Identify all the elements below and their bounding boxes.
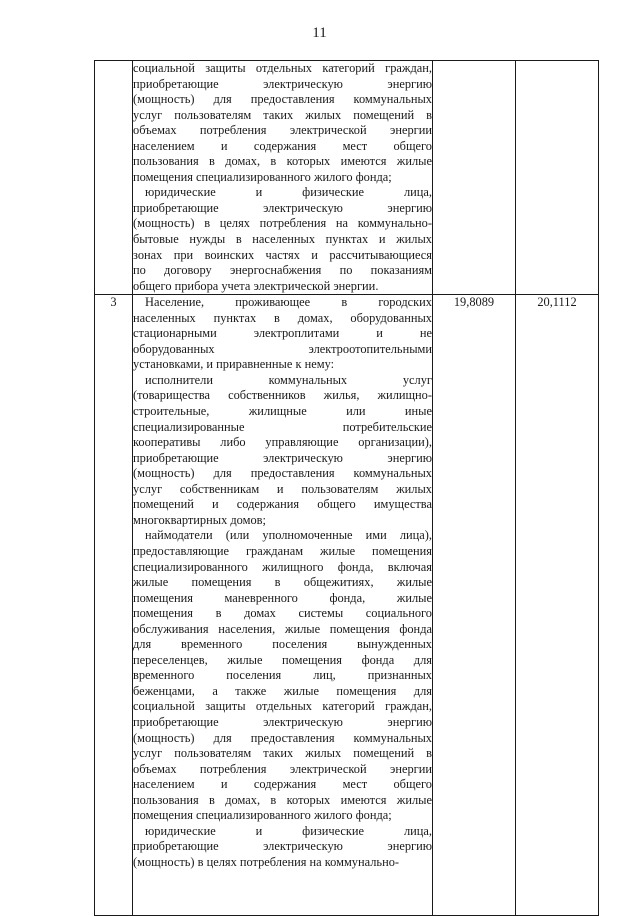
text-line: приобретающие электрическую энергию (133, 200, 432, 215)
text-line: (мощность) для предоставления коммунальных (133, 730, 432, 745)
text-line: юридические и физические лица, (145, 185, 432, 200)
text-line: населением и содержания мест общего (133, 777, 432, 792)
text-line: (мощность) для предоставления коммунальных (133, 92, 432, 107)
text-line: (мощность) в целях потребления на коммунально- (133, 854, 400, 869)
value-cell-1: 19,8089 (433, 295, 516, 916)
text-line: (мощность) в целях потребления на коммунально- (133, 216, 432, 231)
text-line: бытовые нужды в населенных пунктах и жилых (133, 232, 432, 247)
paragraph (133, 528, 432, 823)
text-line: помещения маневренного фонда, жилые (133, 590, 432, 605)
text-line: помещения в домах системы социального (133, 606, 432, 621)
value-cell-2 (516, 61, 599, 295)
value-cell-2: 20,1112 (516, 295, 599, 916)
text-line: Население, проживающее в городских (145, 295, 432, 310)
text-line: социальной защиты отдельных категорий граждан, (133, 61, 432, 75)
text-line: специализированные потребительские (133, 419, 432, 434)
text-line: приобретающие электрическую энергию (133, 839, 432, 854)
text-line: (товарищества собственников жилья, жилищно- (133, 388, 432, 403)
paragraph (133, 185, 432, 294)
category-description-text (133, 61, 432, 294)
text-line: предоставляющие гражданам жилые помещения (133, 543, 432, 558)
text-line: общего прибора учета электрической энергии. (133, 278, 379, 293)
text-line: для временного поселения вынужденных (133, 637, 432, 652)
text-line: объемах потребления электрической энергии (133, 761, 432, 776)
text-line: переселенцев, жилые помещения фонда для (133, 652, 432, 667)
text-line: помещения специализированного жилого фонда; (133, 808, 392, 823)
text-line: услуг пользователям таких жилых помещений в (133, 107, 432, 122)
table-row (95, 61, 599, 295)
paragraph (133, 824, 432, 871)
text-line: оборудованных электроотопительными (133, 341, 432, 356)
text-line: жилые помещения в общежитиях, жилые (133, 575, 432, 590)
text-line: социальной защиты отдельных категорий граждан, (133, 699, 432, 714)
paragraph (133, 61, 432, 185)
row-number-cell: 3 (95, 295, 133, 916)
text-line: установками, и приравненные к нему: (133, 357, 335, 372)
text-line: населением и содержания мест общего (133, 138, 432, 153)
text-line: объемах потребления электрической энергии (133, 123, 432, 138)
text-line: пользования в домах, в которых имеются жилые (133, 792, 432, 807)
text-line: приобретающие электрическую энергию (133, 450, 432, 465)
text-line: специализированного жилищного фонда, включая (133, 559, 432, 574)
text-line: услуг собственникам и пользователям жилых (133, 481, 432, 496)
paragraph (133, 295, 432, 373)
text-line: беженцами, а также жилые помещения для (133, 683, 432, 698)
table-row (95, 295, 599, 916)
text-line: многоквартирных домов; (133, 512, 266, 527)
text-line: обслуживания населения, жилые помещения фонда (133, 621, 432, 636)
category-description-text (133, 295, 432, 870)
tariff-table (94, 60, 599, 916)
paragraph (133, 373, 432, 528)
text-line: помещения специализированного жилого фонда; (133, 169, 392, 184)
text-line: стационарными электроплитами и не (133, 326, 432, 341)
category-description-cell (133, 295, 433, 916)
text-line: пользования в домах, в которых имеются жилые (133, 154, 432, 169)
page-number: 11 (312, 25, 327, 41)
text-line: населенных пунктах в домах, оборудованных (133, 310, 432, 325)
value-cell-1 (433, 61, 516, 295)
text-line: помещений и содержания общего имущества (133, 497, 432, 512)
text-line: зонах при воинских частях и рассчитывающиеся (133, 247, 432, 262)
text-line: строительные, жилищные или иные (133, 404, 432, 419)
text-line: приобретающие электрическую энергию (133, 714, 432, 729)
text-line: юридические и физические лица, (145, 823, 432, 838)
text-line: услуг пользователям таких жилых помещений в (133, 746, 432, 761)
text-line: исполнители коммунальных услуг (145, 372, 432, 387)
text-line: кооперативы либо управляющие организации), (133, 435, 432, 450)
text-line: наймодатели (или уполномоченные ими лица), (145, 528, 432, 543)
row-number-cell (95, 61, 133, 295)
text-line: приобретающие электрическую энергию (133, 76, 432, 91)
text-line: временного поселения лиц, признанных (133, 668, 432, 683)
text-line: по договору энергоснабжения по показаниям (133, 263, 432, 278)
text-line: (мощность) для предоставления коммунальных (133, 466, 432, 481)
category-description-cell (133, 61, 433, 295)
